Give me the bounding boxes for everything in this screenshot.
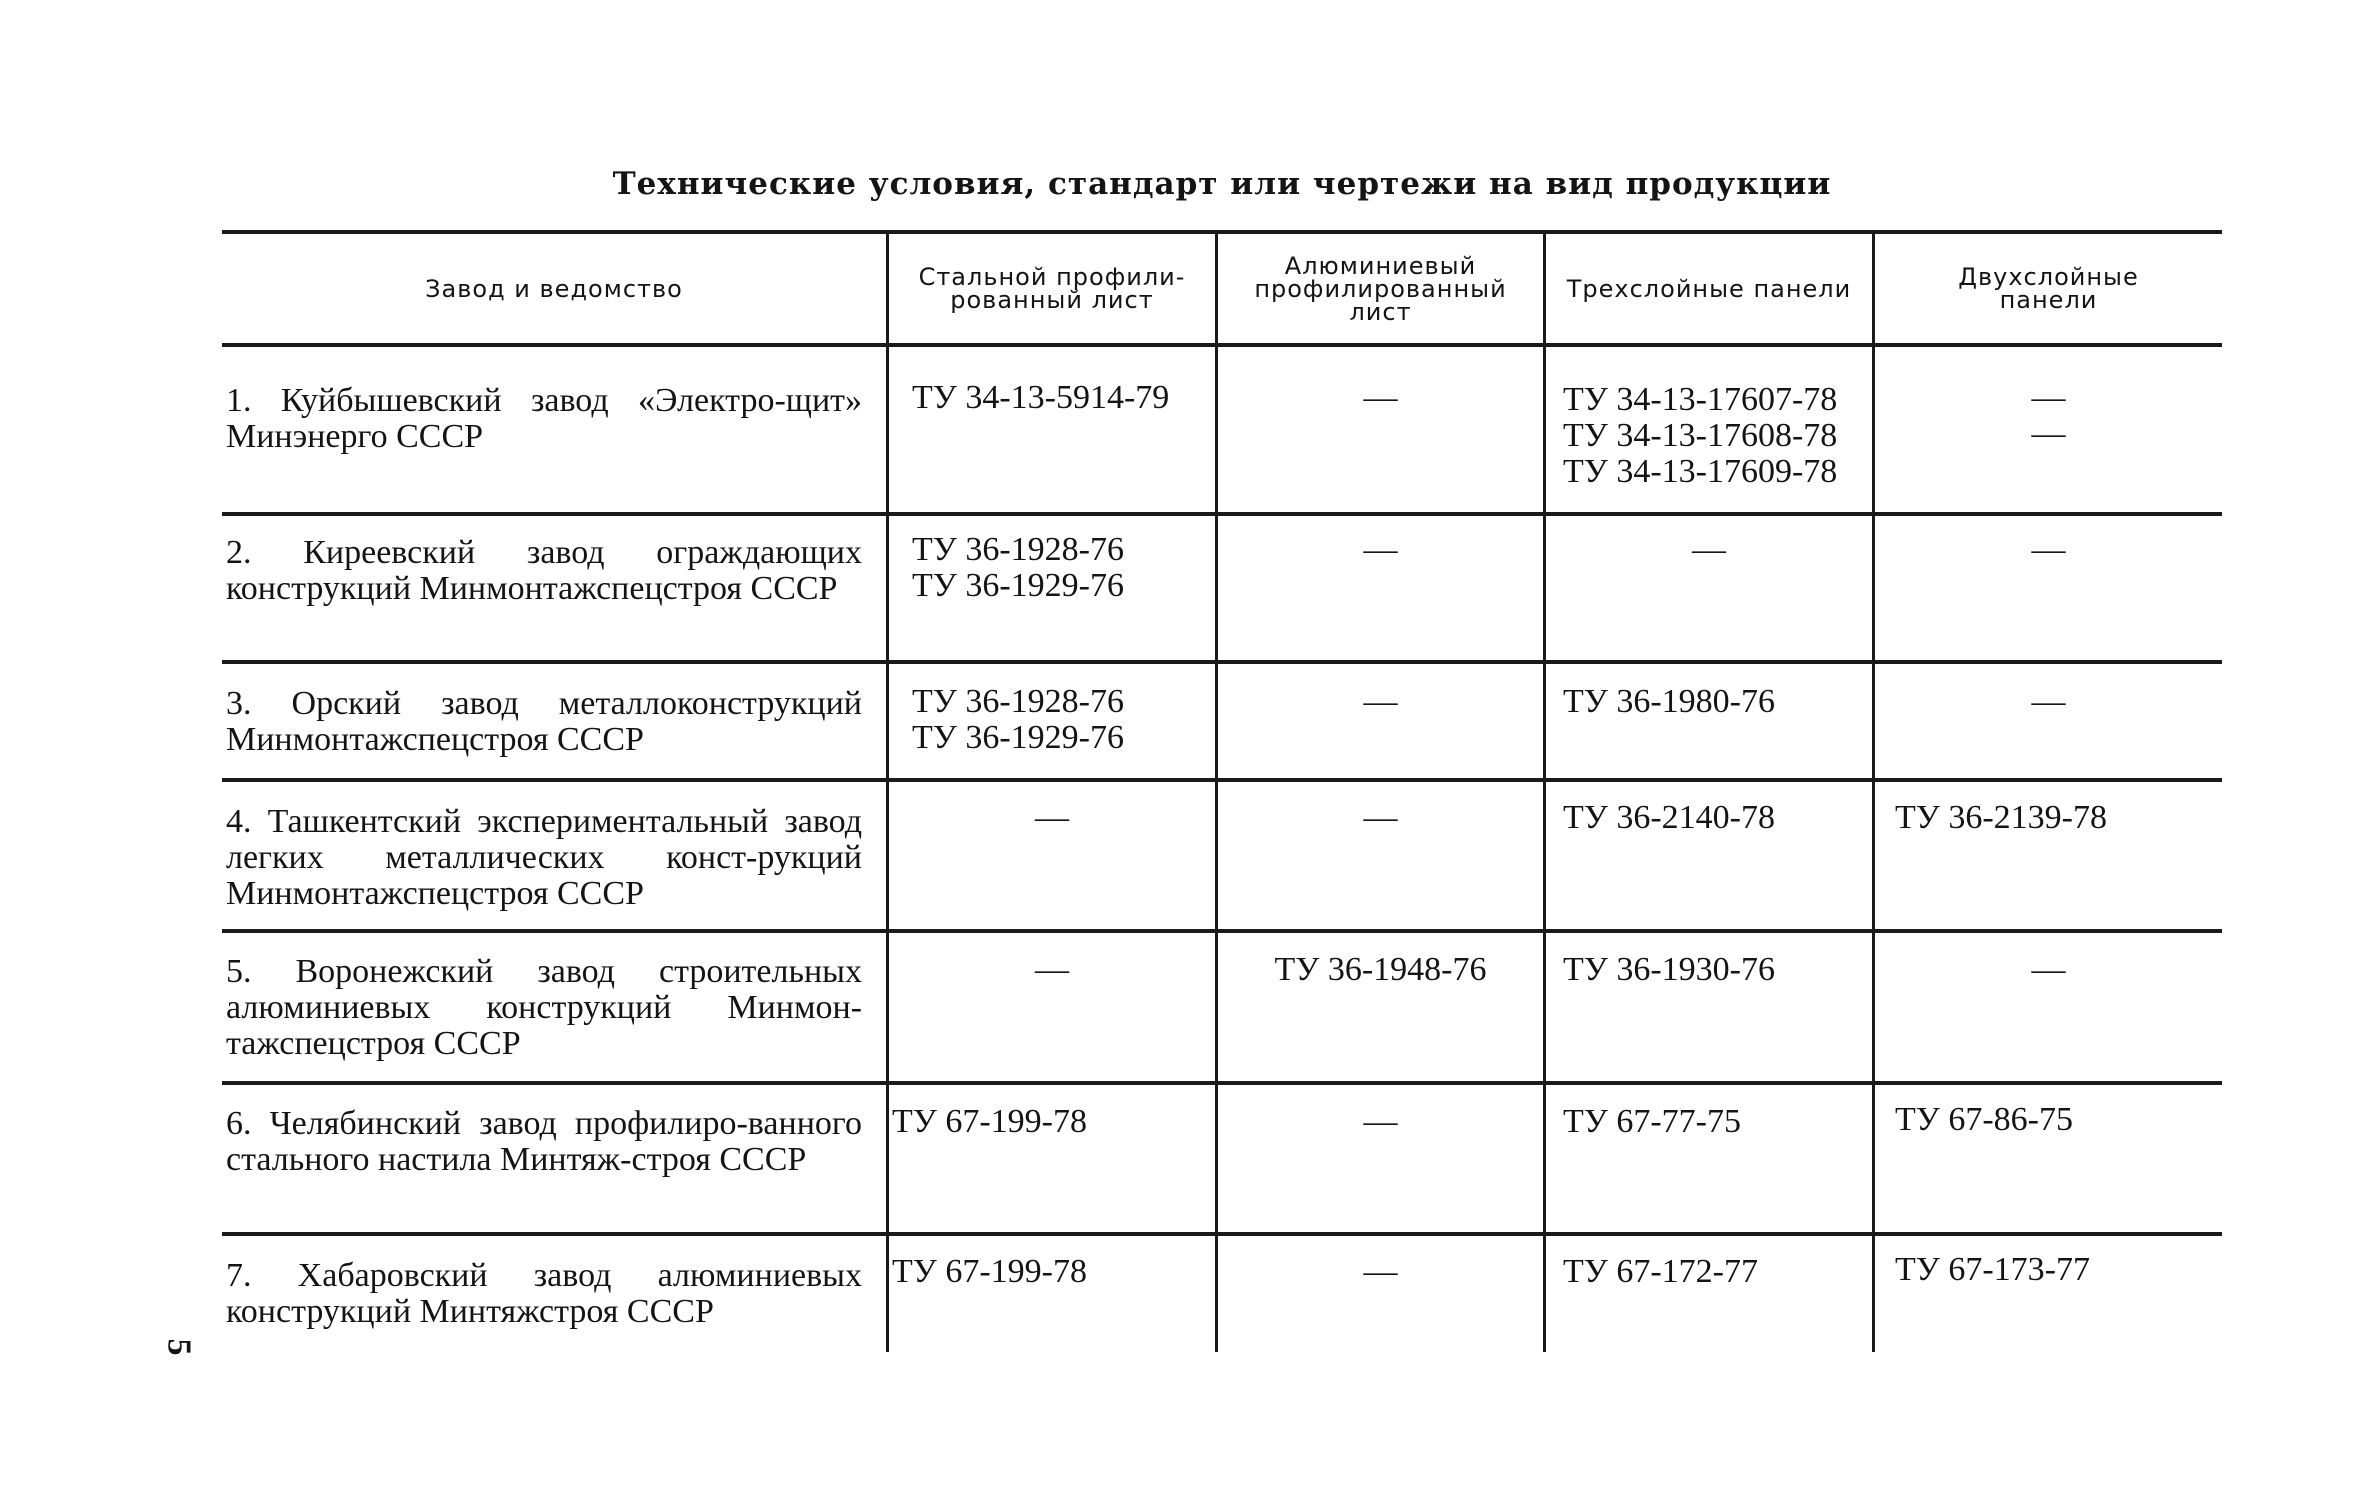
- header-plant: Завод и ведомство: [425, 274, 683, 303]
- row-3-aluminium: —: [1363, 683, 1398, 720]
- header-three-layer: Трехслойные панели: [1566, 274, 1852, 303]
- row-7-three-layer: ТУ 67-172-77: [1563, 1253, 1758, 1290]
- row-7-steel: ТУ 67-199-78: [892, 1253, 1087, 1290]
- row-2-aluminium: —: [1363, 531, 1398, 568]
- row-6-plant: 6. Челябинский завод профилиро-ванного стального настила Минтяж-строя СССР: [226, 1105, 862, 1178]
- column-divider: [886, 234, 889, 1352]
- row-5-steel: —: [1035, 951, 1069, 988]
- row-6-two-layer: ТУ 67-86-75: [1895, 1101, 2073, 1138]
- header-aluminium: Алюминиевый профилированный лист: [1254, 251, 1507, 326]
- row-3-plant: 3. Орский завод металлоконструкций Минмонтажспецстроя СССР: [226, 685, 862, 758]
- row-divider: [222, 1232, 2222, 1236]
- row-6-steel: ТУ 67-199-78: [892, 1103, 1087, 1140]
- row-4-three-layer: ТУ 36-2140-78: [1563, 799, 1775, 836]
- row-divider: [222, 660, 2222, 664]
- row-3-two-layer: —: [2031, 683, 2066, 720]
- row-4-plant: 4. Ташкентский экспериментальный завод легких металлических конст-рукций Минмонтажспецстроя СССР: [226, 803, 862, 912]
- row-6-aluminium: —: [1363, 1103, 1398, 1140]
- row-5-three-layer: ТУ 36-1930-76: [1563, 951, 1775, 988]
- row-3-steel: ТУ 36-1928-76 ТУ 36-1929-76: [912, 683, 1124, 756]
- row-1-steel: ТУ 34-13-5914-79: [912, 379, 1170, 416]
- row-2-two-layer: —: [2031, 531, 2066, 568]
- row-divider: [222, 512, 2222, 516]
- column-divider: [1543, 234, 1546, 1352]
- row-6-three-layer: ТУ 67-77-75: [1563, 1103, 1741, 1140]
- row-3-three-layer: ТУ 36-1980-76: [1563, 683, 1775, 720]
- page-number: 5: [160, 1338, 198, 1356]
- table-top-rule: [222, 230, 2222, 234]
- row-4-aluminium: —: [1363, 799, 1398, 836]
- row-divider: [222, 1081, 2222, 1085]
- table-title: Технические условия, стандарт или чертежи на вид продукции: [612, 166, 1832, 202]
- row-2-steel: ТУ 36-1928-76 ТУ 36-1929-76: [912, 531, 1124, 604]
- header-bottom-rule: [222, 343, 2222, 347]
- row-1-aluminium: —: [1363, 379, 1398, 416]
- row-5-aluminium: ТУ 36-1948-76: [1274, 951, 1487, 988]
- row-1-two-layer: — —: [2031, 379, 2066, 452]
- row-1-three-layer: ТУ 34-13-17607-78 ТУ 34-13-17608-78 ТУ 34-13-17609-78: [1563, 381, 1838, 490]
- row-5-plant: 5. Воронежский завод строительных алюминиевых конструкций Минмон-тажспецстроя СССР: [226, 953, 862, 1062]
- row-2-three-layer: —: [1692, 531, 1726, 568]
- row-divider: [222, 778, 2222, 782]
- row-divider: [222, 929, 2222, 933]
- row-1-plant: 1. Куйбышевский завод «Электро-щит» Минэнерго СССР: [226, 382, 862, 455]
- row-5-two-layer: —: [2031, 951, 2066, 988]
- row-4-steel: —: [1035, 799, 1069, 836]
- row-7-two-layer: ТУ 67-173-77: [1895, 1251, 2090, 1288]
- row-2-plant: 2. Киреевский завод ограждающих конструкций Минмонтажспецстроя СССР: [226, 534, 862, 607]
- header-two-layer: Двухслойные панели: [1958, 263, 2139, 314]
- row-7-aluminium: —: [1363, 1253, 1398, 1290]
- row-7-plant: 7. Хабаровский завод алюминиевых конструкций Минтяжстроя СССР: [226, 1257, 862, 1330]
- header-steel: Стальной профили- рованный лист: [918, 263, 1186, 314]
- row-4-two-layer: ТУ 36-2139-78: [1895, 799, 2107, 836]
